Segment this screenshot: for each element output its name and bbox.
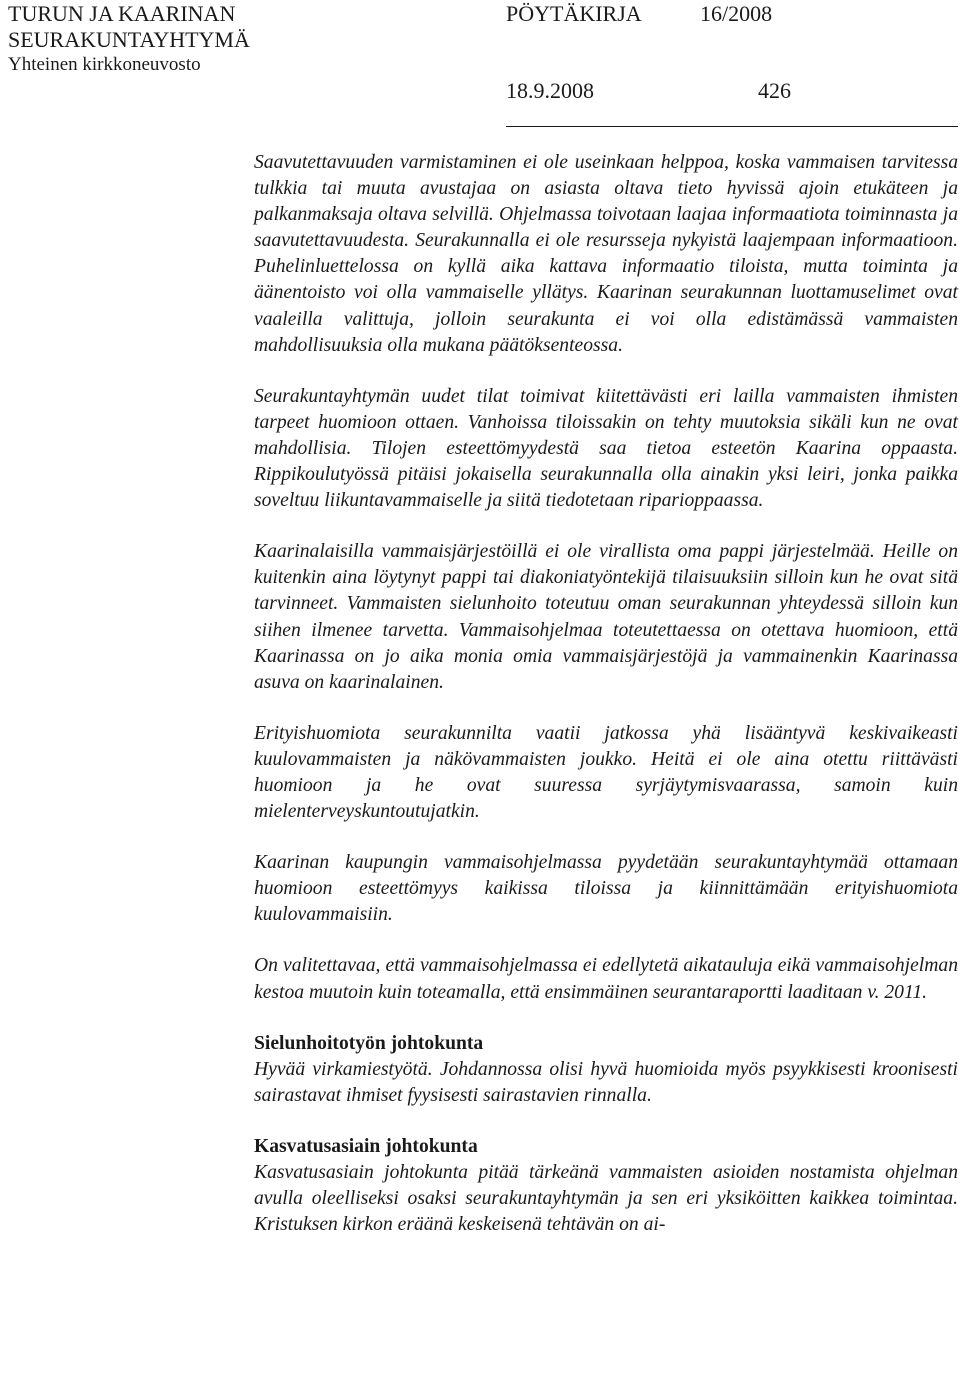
paragraph-accessibility: Saavutettavuuden varmistaminen ei ole useinkaan helppoa, koska vammaisen tarvitessa tulkkia tai muuta avustajaa on asiasta oltava tieto hyvissä ajoin etukäteen ja palkanmaksaja oltava selvillä. Ohjelmassa toivotaan laajaa informaatiota toiminnasta ja saavutettavuudesta. Seurakunnalla ei ole resursseja nykyistä laajempaan informaatioon. Puhelinluettelossa on kyllä aika kattava informaatio tiloista, mutta toiminta ja äänentoisto voi olla vammaiselle yllätys. Kaarinan seurakunnan luottamuselimet ovat vaaleilla valittuja, jolloin seurakunta ei voi olla edistämässä vammaisten mahdollisuuksia olla mukana päätöksenteossa. [254,152,958,356]
document-body [254,150,958,1263]
section-title: Sielunhoitotyön johtokunta [254,1032,484,1054]
section-education-board [254,1134,958,1238]
organization-name-line2: SEURAKUNTAYHTYMÄ [8,27,250,52]
section-pastoral-board [254,1031,958,1109]
meeting-date: 18.9.2008 [506,78,594,103]
paragraph-city-program: Kaarinan kaupungin vammaisohjelmassa pyydetään seurakuntayhtymää ottamaan huomioon esteettömyys kaikissa tiloissa ja kiinnittämään erityishuomiota kuulovammaisiin. [254,852,958,926]
document-header [0,0,960,128]
header-divider [506,126,958,127]
section-text: Hyvää virkamiestyötä. Johdannossa olisi hyvä huomioida myös psyykkisesti kroonisesti sairastavat ihmiset fyysisesti sairastavien rinnalla. [254,1058,958,1106]
paragraph-schedule: On valitettavaa, että vammaisohjelmassa ei edellytetä aikatauluja eikä vammaisohjelman kestoa muutoin kuin toteamalla, että ensimmäinen seurantaraportti laaditaan v. 2011. [254,955,958,1003]
paragraph-special-attention: Erityishuomiota seurakunnilta vaatii jatkossa yhä lisääntyvä keskivaikeasti kuulovammaisten ja näkövammaisten joukko. Heitä ei ole aina otettu riittävästi huomioon ja he ovat suuressa syrjäytymisvaarassa, samoin kuin mielenterveyskuntoutujatkin. [254,722,958,823]
organization-name-line1: TURUN JA KAARINAN [8,1,236,26]
page-number: 426 [758,78,791,103]
section-title: Kasvatusasiain johtokunta [254,1135,478,1157]
document-number: 16/2008 [700,1,773,26]
paragraph-pastoral-care: Kaarinalaisilla vammaisjärjestöillä ei ole virallista oma pappi järjestelmää. Heille on kuitenkin aina löytynyt pappi tai diakoniatyöntekijä tilaisuuksiin silloin kun he ovat sitä tarvinneet. Vammaisten sielunhoito toteutuu oman seurakunnan yhteydessä silloin kun siihen ilmenee tarvetta. Vammaisohjelmaa toteutettaessa on otettava huomioon, että Kaarinassa on jo aika monia omia vammaisjärjestöjä ja vammainenkin Kaarinassa asuva on kaarinalainen. [254,541,958,693]
document-type: PÖYTÄKIRJA [506,1,642,26]
section-text: Kasvatusasiain johtokunta pitää tärkeänä vammaisten asioiden nostamista ohjelman avulla oleelliseksi osaksi seurakuntayhtymän ja sen eri yksiköitten kaikkea toimintaa. Kristuksen kirkon eräänä keskeisenä tehtävän on ai- [254,1162,958,1236]
paragraph-facilities: Seurakuntayhtymän uudet tilat toimivat kiitettävästi eri lailla vammaisten ihmisten tarpeet huomioon ottaen. Vanhoissa tiloissakin on tehty muutoksia sikäli kun ne ovat mahdollisia. Tilojen esteettömyydestä saa tietoa esteetön Kaarina oppaasta. Rippikoulutyössä pitäisi jokaisella seurakunnalla olla ainakin yksi leiri, jonka paikka soveltuu liikuntavammaiselle ja siitä tiedotetaan riparioppaassa. [254,385,958,512]
council-name: Yhteinen kirkkoneuvosto [8,54,201,75]
